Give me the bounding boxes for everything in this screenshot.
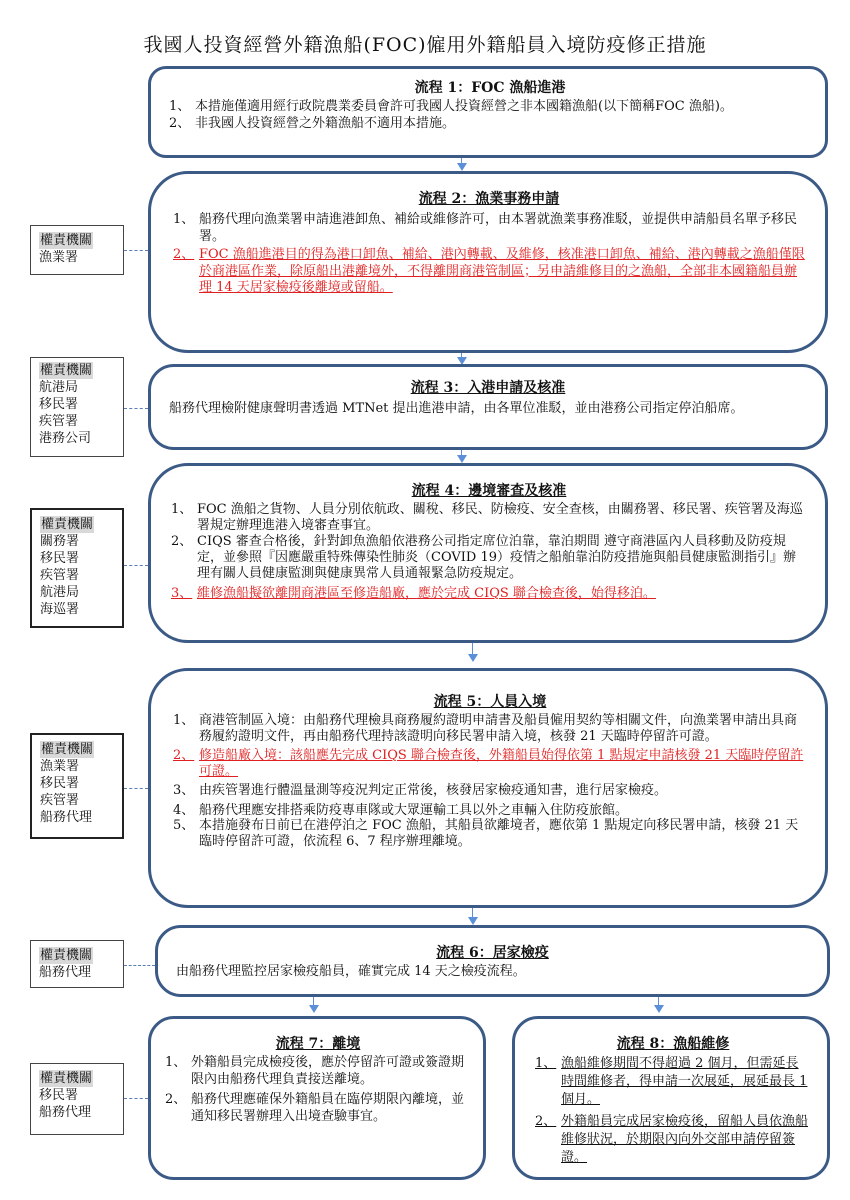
list-item: 1、 商港管制區入境：由船務代理檢具商務履約證明申請書及船員僱用契約等相關文件，向漁業署申請出具商務履約證明文件，再由船務代理持該證明向移民署申請入境，核發 21 天臨時停留許可證。 <box>173 713 798 744</box>
arrow-down-icon <box>468 654 478 662</box>
list-item: 2、 CIQS 審查合格後，針對卸魚漁船依港務公司指定席位泊靠，靠泊期間 遵守商港區內人員移動及防疫規定，並參照『因應嚴重特殊傳染性肺炎（COVID 19）疫情之船舶靠泊防疫措施與船員健康監測指引』辦理有關人員健康監測與健康異常人員通報緊急防疫規定。 <box>171 534 796 581</box>
step3-box <box>148 364 828 450</box>
agency-label: 移民署 <box>40 776 80 791</box>
step7-title: 流程 7：離境 <box>275 1036 361 1052</box>
list-item: 2、 修造船廠入境：該船應先完成 CIQS 聯合檢查後，外籍船員始得依第 1 點規定申請核發 21 天臨時停留許可證。 <box>173 748 804 779</box>
agency-label: 移民署 <box>39 1088 79 1103</box>
arrow-down-icon <box>457 455 467 463</box>
agency-label: 疾管署 <box>39 414 79 429</box>
arrow-down-icon <box>468 917 478 925</box>
side-agencies-step6: 權責機關 船務代理 <box>30 940 124 988</box>
agency-label: 移民署 <box>39 397 79 412</box>
step8-box <box>512 1016 830 1180</box>
step2-title: 流程 2：漁業事務申請 <box>418 191 560 207</box>
agency-label: 疾管署 <box>40 568 80 583</box>
list-item: 2、 船務代理應確保外籍船員在臨停期限內離境，並通知移民署辦理入出境查驗事宜。 <box>165 1092 465 1124</box>
page-title: 我國人投資經營外籍漁船(FOC)僱用外籍船員入境防疫修正措施 <box>143 34 707 56</box>
agency-label: 漁業署 <box>40 759 80 774</box>
step3-title: 流程 3：入港申請及核准 <box>410 380 566 396</box>
step6-title: 流程 6：居家檢疫 <box>436 945 549 961</box>
side-agencies-step4: 權責機關 關務署 移民署 疾管署 航港局 海巡署 <box>30 508 124 628</box>
list-item: 2、 FOC 漁船進港目的得為港口卸魚、補給、港內轉載、及維修，核准港口卸魚、補給、港內轉載之漁船僅限於商港區作業，除原船出港離境外，不得離開商港管制區；另申請維修目的之漁船，全部非本國籍船員辦理 14 天居家檢疫後離境或留船。 <box>173 247 805 295</box>
list-item: 1、 FOC 漁船之貨物、人員分別依航政、關稅、移民、防檢疫、安全查核，由關務署、移民署、疾管署及海巡署規定辦理進港入境審查事宜。 <box>171 502 803 533</box>
step6-text: 由船務代理監控居家檢疫船員，確實完成 14 天之檢疫流程。 <box>176 964 526 979</box>
step5-box <box>148 668 828 908</box>
agency-label: 船務代理 <box>39 965 92 980</box>
agency-label: 海巡署 <box>40 602 80 617</box>
agency-label: 船務代理 <box>40 810 93 825</box>
step3-text: 船務代理檢附健康聲明書透過 MTNet 提出進港申請，由各單位准駁，並由港務公司指定停泊船席。 <box>169 401 744 416</box>
list-item: 5、 本措施發布日前已在港停泊之 FOC 漁船，其船員欲離境者，應依第 1 點規定向移民署申請，核發 21 天臨時停留許可證，依流程 6、7 程序辦理離境。 <box>173 818 799 849</box>
arrow-down-icon <box>457 163 467 171</box>
arrow-down-icon <box>654 1005 664 1013</box>
agency-label: 航港局 <box>39 380 79 395</box>
list-item: 1、 外籍船員完成檢疫後，應於停留許可證或簽證期限內由船務代理負責接送離境。 <box>165 1055 465 1087</box>
side-agencies-step2: 權責機關 漁業署 <box>30 225 124 275</box>
side-agencies-step3: 權責機關 航港局 移民署 疾管署 港務公司 <box>30 357 124 457</box>
agency-label: 漁業署 <box>39 250 79 265</box>
agency-label: 航港局 <box>40 585 80 600</box>
agency-label: 疾管署 <box>40 793 80 808</box>
step7-box <box>148 1016 486 1180</box>
agency-label: 港務公司 <box>39 431 92 446</box>
list-item: 2、 非我國人投資經營之外籍漁船不適用本措施。 <box>169 115 456 131</box>
step6-box <box>155 925 830 997</box>
step4-title: 流程 4：邊境審查及核准 <box>411 483 567 499</box>
agency-label: 移民署 <box>40 551 80 566</box>
side-agencies-step7: 權責機關 移民署 船務代理 <box>30 1063 124 1135</box>
step2-box <box>148 171 828 353</box>
step4-box <box>148 463 828 643</box>
step1-box <box>148 66 828 158</box>
list-item: 4、 船務代理應安排搭乘防疫專車隊或大眾運輸工具以外之車輛入住防疫旅館。 <box>173 802 629 818</box>
list-item: 3、 由疾管署進行體溫量測等疫況判定正常後，核發居家檢疫通知書，進行居家檢疫。 <box>173 783 668 798</box>
agency-label: 關務署 <box>40 534 80 549</box>
side-agencies-step5: 權責機關 漁業署 移民署 疾管署 船務代理 <box>30 733 124 839</box>
arrow-down-icon <box>309 1005 319 1013</box>
list-item: 2、 外籍船員完成居家檢疫後，留船人員依漁船維修狀況，於期限內向外交部申請停留簽證。 <box>535 1114 809 1165</box>
step5-title: 流程 5：人員入境 <box>433 694 547 710</box>
list-item: 1、 漁船維修期間不得超過 2 個月，但需延長時間維修者，得申請一次展延，展延最長 1 個月。 <box>535 1056 808 1107</box>
list-item: 1、 本措施僅適用經行政院農業委員會許可我國人投資經營之非本國籍漁船(以下簡稱FOC 漁船)。 <box>169 99 733 114</box>
step1-title: 流程 1：FOC 漁船進港 <box>414 80 566 96</box>
list-item: 1、 船務代理向漁業署申請進港卸魚、補給或維修許可，由本署就漁業事務准駁，並提供申請船員名單予移民署。 <box>173 212 798 244</box>
step8-title: 流程 8：漁船維修 <box>616 1036 730 1052</box>
agency-label: 船務代理 <box>39 1105 92 1120</box>
list-item: 3、 維修漁船擬欲離開商港區至修造船廠，應於完成 CIQS 聯合檢查後，始得移泊。 <box>171 586 656 601</box>
